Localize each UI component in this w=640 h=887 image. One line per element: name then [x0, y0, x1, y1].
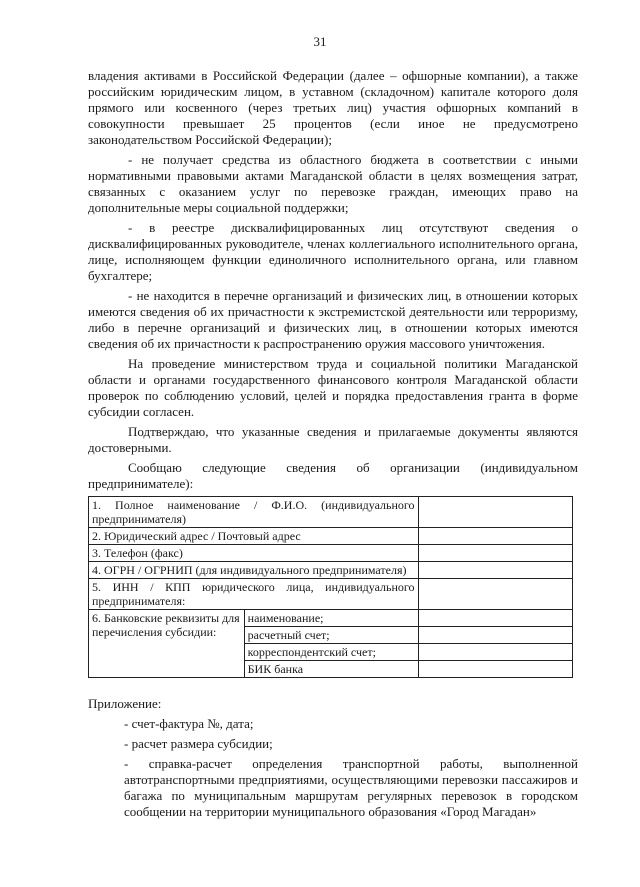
paragraph-offshore: владения активами в Российской Федерации (далее – офшорные компании), а также российским юридическим лицом, в уставном (складочном) капитале которого доля прямого или косвенного (через третьих лиц) участия офшорных компаний в совокупности превышает 25 процентов (если иное не предусмотрено законодательством Российской Федерации); — [88, 68, 578, 147]
table-row — [89, 562, 573, 579]
paragraph-disqualified-registry: - в реестре дисквалифицированных лиц отсутствуют сведения о дисквалифицированных руководителе, членах коллегиального исполнительного органа, лице, исполняющем функции единоличного исполнительного органа, или главном бухгалтере; — [88, 220, 578, 283]
organization-info-table — [88, 496, 573, 678]
paragraph-no-budget: - не получает средства из областного бюджета в соответствии с иными нормативными правовыми актами Магаданской области в целях возмещения затрат, связанных с оказанием услуг по перевозке граждан, имеющих право на дополнительные меры социальной поддержки; — [88, 152, 578, 215]
bank-value-bik[interactable] — [418, 661, 572, 678]
table-row — [89, 610, 573, 627]
row-value-inn-kpp[interactable] — [418, 579, 572, 610]
bank-field-bik: БИК банка — [244, 661, 418, 678]
row-label-full-name: 1. Полное наименование / Ф.И.О. (индивидуального предпринимателя) — [89, 497, 419, 528]
bank-value-account[interactable] — [418, 627, 572, 644]
body-text — [88, 68, 578, 824]
page-number: 31 — [313, 34, 327, 49]
row-value-address[interactable] — [418, 528, 572, 545]
bank-field-name: наименование; — [244, 610, 418, 627]
appendix-item-invoice: - счет-фактура №, дата; — [124, 716, 254, 731]
table-row — [89, 497, 573, 528]
row-label-inn-kpp: 5. ИНН / КПП юридического лица, индивидуального предпринимателя: — [89, 579, 419, 610]
table-row — [89, 528, 573, 545]
paragraph-inspection-consent: На проведение министерством труда и социальной политики Магаданской области и органами государственного финансового контроля Магаданской области проверок по соблюдению условий, целей и порядка предоставления гранта в форме субсидии согласен. — [88, 356, 578, 419]
appendix-item-subsidy-calc: - расчет размера субсидии; — [124, 736, 273, 751]
row-label-bank-details: 6. Банковские реквизиты для перечисления субсидии: — [89, 610, 245, 678]
paragraph-info-intro: Сообщаю следующие сведения об организации (индивидуальном предпринимателе): — [88, 460, 578, 491]
appendix-title: Приложение: — [88, 696, 162, 711]
bank-value-corr-account[interactable] — [418, 644, 572, 661]
table-row — [89, 579, 573, 610]
row-value-full-name[interactable] — [418, 497, 572, 528]
row-value-phone[interactable] — [418, 545, 572, 562]
table-row — [89, 545, 573, 562]
appendix-section — [88, 696, 578, 820]
paragraph-extremism-list: - не находится в перечне организаций и физических лиц, в отношении которых имеются сведения об их причастности к экстремистской деятельности или терроризму, либо в перечне организаций и физических лиц, в отношении которых имеются сведения об их причастности к распространению оружия массового уничтожения. — [88, 288, 578, 351]
row-label-ogrn: 4. ОГРН / ОГРНИП (для индивидуального предпринимателя) — [89, 562, 419, 579]
row-label-phone: 3. Телефон (факс) — [89, 545, 419, 562]
appendix-item-transport-certificate: - справка-расчет определения транспортной работы, выполненной автотранспортными предприятиями, осуществляющими перевозки пассажиров и багажа по муниципальным маршрутам регулярных перевозок в городском сообщении на территории муниципального образования «Город Магадан» — [124, 756, 578, 819]
row-label-address: 2. Юридический адрес / Почтовый адрес — [89, 528, 419, 545]
row-value-ogrn[interactable] — [418, 562, 572, 579]
paragraph-confirmation: Подтверждаю, что указанные сведения и прилагаемые документы являются достоверными. — [88, 424, 578, 455]
bank-field-account: расчетный счет; — [244, 627, 418, 644]
bank-field-corr-account: корреспондентский счет; — [244, 644, 418, 661]
bank-value-name[interactable] — [418, 610, 572, 627]
